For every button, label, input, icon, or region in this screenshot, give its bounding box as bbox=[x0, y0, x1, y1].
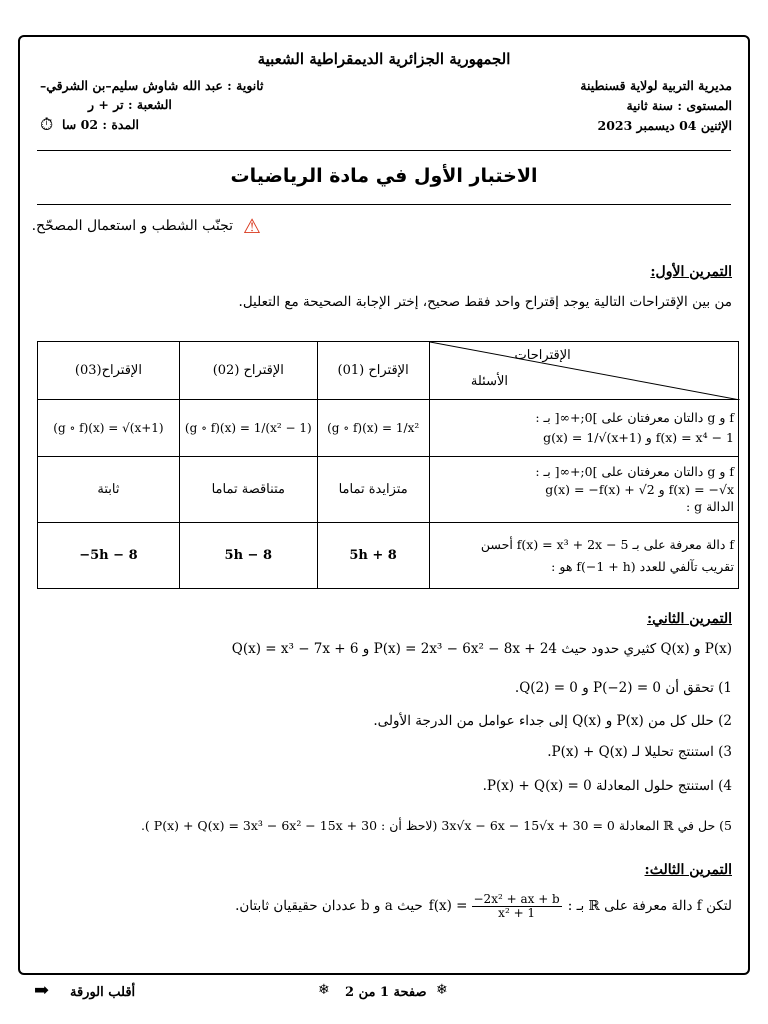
ex3-formula bbox=[429, 893, 562, 919]
school-name: ثانوية : عبد الله شاوش سليم–بن الشرقي– bbox=[40, 78, 264, 93]
question-2 bbox=[429, 457, 738, 523]
exam-title: الاختبار الأول في مادة الرياضيات bbox=[230, 165, 538, 187]
exercise-2-item-3: 3) استنتج تحليلا لـ P(x) + Q(x). bbox=[547, 744, 732, 760]
ex3-intro-b: حيث a و b عددان حقيقيان ثابتان. bbox=[235, 898, 423, 915]
q1-line2: g(x) = 1/√(x+1) و f(x) = x⁴ − 1 bbox=[543, 430, 734, 445]
exercise-3-intro bbox=[235, 893, 732, 919]
q3-answer-2: 5h − 8 bbox=[179, 523, 317, 589]
stopwatch-icon: ⏱ bbox=[40, 115, 54, 135]
q1-answer-2: (g ∘ f)(x) = 1/(x² − 1) bbox=[179, 400, 317, 457]
turn-page-label: أقلب الورقة bbox=[70, 985, 136, 1000]
q3-line2: تقريب تآلفي للعدد f(−1 + h) هو : bbox=[551, 558, 734, 574]
arrow-right-icon: ➡ bbox=[34, 980, 50, 1001]
header-questions: الأسئلة bbox=[470, 374, 508, 389]
exam-date: الإثنين 04 ديسمبر 2023 bbox=[597, 118, 732, 133]
diagonal-line bbox=[430, 342, 740, 400]
title-divider bbox=[37, 204, 731, 205]
q1-line1: f و g دالتان معرفتان على ]0;+∞[ بـ : bbox=[535, 410, 734, 425]
exercise-1-heading: التمرين الأول: bbox=[650, 264, 732, 280]
exercise-2-item-4: 4) استنتج حلول المعادلة P(x) + Q(x) = 0. bbox=[482, 778, 732, 794]
q3-answer-3: −5h − 8 bbox=[38, 523, 180, 589]
branch: الشعبة : تر + ر bbox=[88, 97, 172, 112]
header-proposals: الإقتراحات bbox=[514, 348, 571, 363]
q2-answer-3: ثابتة bbox=[38, 457, 180, 523]
exercise-2-item-2: 2) حلل كل من P(x) و Q(x) إلى جداء عوامل من الدرجة الأولى. bbox=[373, 713, 732, 729]
exercise-3-heading: التمرين الثالث: bbox=[644, 862, 732, 878]
q2-answer-1: متزايدة تماما bbox=[317, 457, 429, 523]
exercise-2-item-1: 1) تحقق أن P(−2) = 0 و Q(2) = 0. bbox=[514, 680, 732, 696]
duration: المدة : 02 سا bbox=[62, 117, 139, 132]
exercise-2-item-5: 5) حل في ℝ المعادلة 3x√x − 6x − 15√x + 30 = 0 (لاحظ أن : P(x) + Q(x) = 3x³ − 6x² − 15x + 30 ). bbox=[140, 818, 732, 833]
col-header-3: الإقتراح(03) bbox=[38, 342, 180, 400]
q3-answer-1: 5h + 8 bbox=[317, 523, 429, 589]
ex3-intro-a: لتكن f دالة معرفة على ℝ بـ : bbox=[567, 898, 732, 915]
snowflake-icon-left: ❄ bbox=[318, 982, 330, 998]
republic-heading: الجمهورية الجزائرية الديمقراطية الشعبية bbox=[257, 50, 511, 68]
snowflake-icon-right: ❄ bbox=[436, 982, 448, 998]
exercise-2-heading: التمرين الثاني: bbox=[646, 611, 732, 627]
directorate: مديرية التربية لولاية قسنطينة bbox=[580, 78, 732, 93]
q1-answer-1: (g ∘ f)(x) = 1/x² bbox=[317, 400, 429, 457]
warning-icon: ⚠ bbox=[243, 214, 261, 238]
warning-text: تجنّب الشطب و استعمال المصحّح. bbox=[31, 218, 233, 234]
q2-line2: g(x) = −f(x) + √2 و f(x) = −√x bbox=[545, 481, 734, 497]
q3-line1: f دالة معرفة على بـ f(x) = x³ + 2x − 5 أحسن bbox=[480, 537, 734, 553]
exercise-2-intro: P(x) و Q(x) كثيري حدود حيث P(x) = 2x³ − 6x² − 8x + 24 و Q(x) = x³ − 7x + 6 bbox=[231, 641, 732, 657]
ex3-formula-lhs: f(x) = bbox=[428, 898, 468, 915]
table-corner-cell bbox=[429, 342, 738, 400]
question-3 bbox=[429, 523, 738, 589]
exercise-1-intro: من بين الإقتراحات التالية يوجد إقتراح واحد فقط صحيح، إختر الإجابة الصحيحة مع التعليل. bbox=[238, 294, 732, 310]
q1-answer-3: (g ∘ f)(x) = √(x+1) bbox=[38, 400, 180, 457]
question-1 bbox=[429, 400, 738, 457]
header-divider bbox=[37, 150, 731, 151]
col-header-1: الإقتراح (01) bbox=[317, 342, 429, 400]
q2-answer-2: متناقصة تماما bbox=[179, 457, 317, 523]
col-header-2: الإقتراح (02) bbox=[179, 342, 317, 400]
level: المستوى : سنة ثانية bbox=[626, 98, 732, 113]
ex3-denominator: x² + 1 bbox=[498, 905, 536, 920]
q2-line1: f و g دالتان معرفتان على ]0;+∞[ بـ : bbox=[535, 464, 734, 480]
q2-line3: الدالة g : bbox=[685, 499, 734, 515]
page-number: صفحة 1 من 2 bbox=[345, 985, 427, 1000]
ex3-numerator: −2x² + ax + b bbox=[473, 892, 560, 906]
proposals-table bbox=[37, 341, 739, 589]
ex3-fraction bbox=[472, 893, 562, 919]
